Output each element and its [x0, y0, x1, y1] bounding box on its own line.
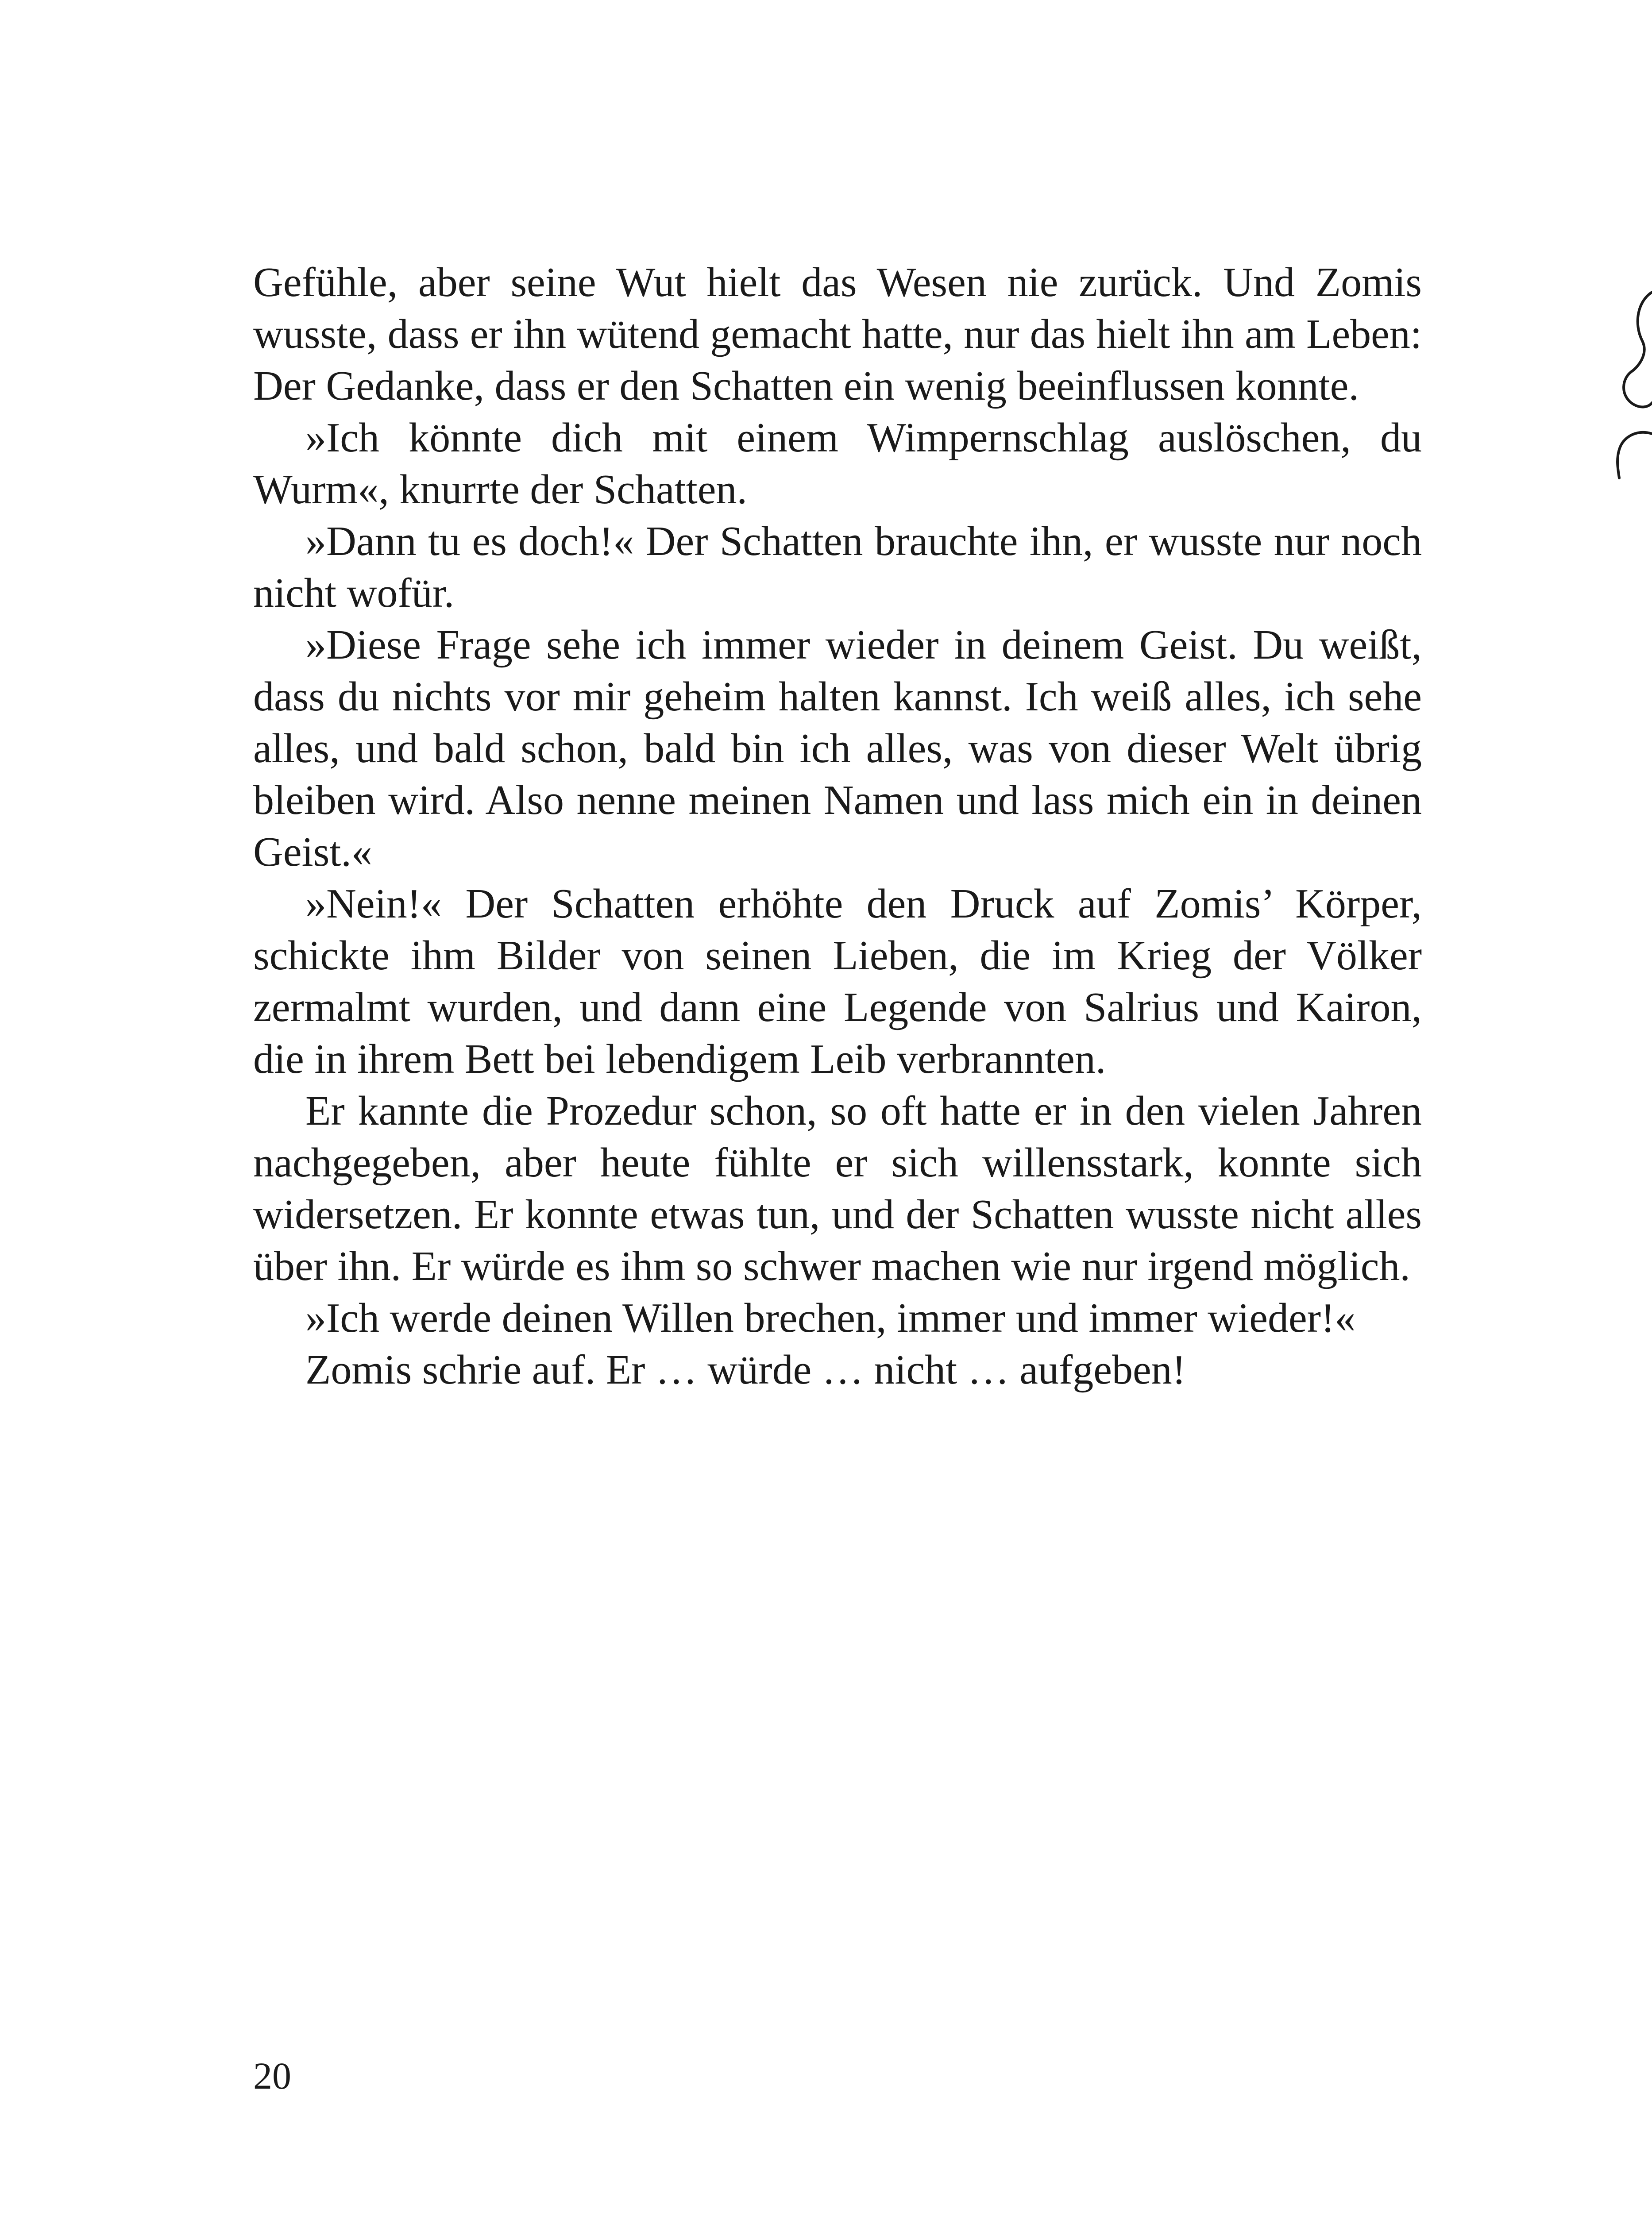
page-number: 20: [253, 2055, 291, 2097]
paragraph-2: »Ich könnte dich mit einem Wimpernschlag auslöschen, du Wurm«, knurrte der Schatten.: [253, 415, 1422, 513]
paragraph-4: »Diese Frage sehe ich immer wieder in deinem Geist. Du weißt, dass du nichts vor mir geheim halten kannst. Ich weiß alles, ich sehe alles, und bald schon, bald bin ich alles, was von dieser Welt übrig bleiben wird. Also nenne meinen Namen und lass mich ein in deinen Geist.«: [253, 622, 1422, 875]
paragraph-7: »Ich werde deinen Willen brechen, immer und immer wieder!«: [305, 1295, 1356, 1341]
decorative-swirl-ornament-icon: [1607, 283, 1652, 496]
paragraph-8: Zomis schrie auf. Er … würde … nicht … aufgeben!: [305, 1347, 1186, 1393]
paragraph-5: »Nein!« Der Schatten erhöhte den Druck auf Zomis’ Körper, schickte ihm Bilder von seinen Lieben, die im Krieg der Völker zermalmt wurden, und dann eine Legende von Salrius und Kairon, die in ihrem Bett bei lebendigem Leib verbrannten.: [253, 881, 1422, 1082]
paragraph-3: »Dann tu es doch!« Der Schatten brauchte ihn, er wusste nur noch nicht wofür.: [253, 518, 1422, 616]
paragraph-6: Er kannte die Prozedur schon, so oft hatte er in den vielen Jahren nachgegeben, aber heute fühlte er sich willensstark, konnte sich widersetzen. Er konnte etwas tun, und der Schatten wusste nicht alles über ihn. Er würde es ihm so schwer machen wie nur irgend möglich.: [253, 1088, 1422, 1289]
body-text: [253, 257, 1422, 1396]
paragraph-1: Gefühle, aber seine Wut hielt das Wesen nie zurück. Und Zomis wusste, dass er ihn wütend gemacht hatte, nur das hielt ihn am Leben: Der Gedanke, dass er den Schatten ein wenig beeinflussen konnte.: [253, 259, 1422, 409]
